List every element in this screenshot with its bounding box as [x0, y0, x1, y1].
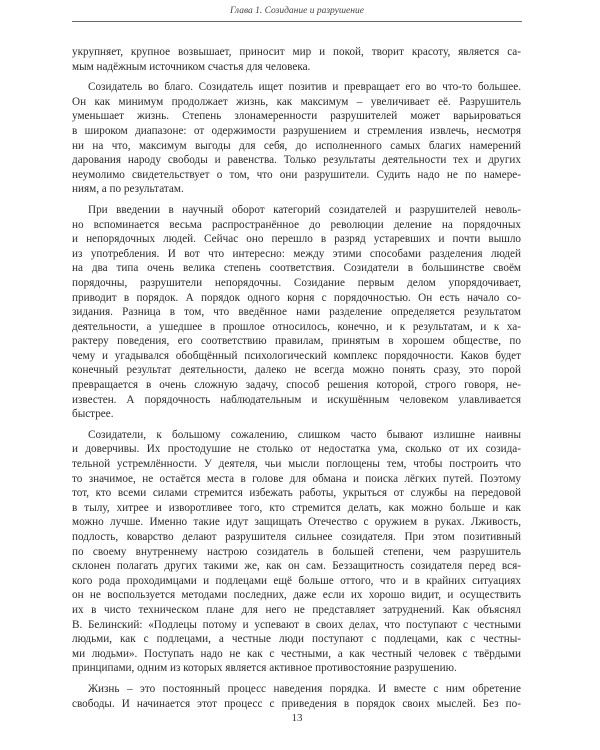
text-line: кого рода проходимцами и подлецами ещё больше оттого, что и в крайних ситуациях: [72, 574, 521, 587]
text-line: мым надёжным источником счастья для человека.: [72, 60, 311, 73]
text-line: Жизнь – это постоянный процесс наведения порядка. И вместе с ним обретение: [88, 682, 521, 695]
text-line: зидания. Разница в том, что введённое нами разделение определяется результатом: [72, 306, 521, 319]
text-line: склонен полагать других такими же, как он сам. Беззащитность созидателя перед вся-: [72, 560, 521, 573]
text-line: ниям, а по результатам.: [72, 183, 184, 196]
text-line: При введении в научный оборот категорий созидателей и разрушителей неволь-: [88, 203, 521, 216]
body-text: [72, 45, 521, 711]
text-line: и непорядочных людей. Сейчас оно перешло в разряд устаревших и почти вышло: [72, 233, 521, 246]
text-line: уменьшает жизнь. Степень злонамеренности разрушителей может варьироваться: [72, 110, 521, 123]
text-line: неумолимо свидетельствует о том, что они разрушители. Судить надо не по намере-: [72, 168, 521, 181]
text-line: укрупняет, крупное возвышает, приносит мир и покой, творит красоту, является са-: [72, 46, 521, 58]
text-line: тот, кто всеми силами стремится избежать работы, укрыться от службы на передовой: [72, 487, 521, 500]
page-number: 13: [291, 712, 303, 724]
paragraph: [72, 80, 521, 197]
text-line: дарования народу свободы и равенства. Только результаты деятельности тех и других: [72, 154, 521, 167]
text-line: их в чисто техническом плане для него не представляет затруднений. Как объяснял: [72, 603, 521, 616]
text-line: конечный результат деятельности, далеко не всегда можно понять сразу, это порой: [72, 364, 521, 377]
text-line: Созидатель во благо. Созидатель ищет позитив и превращает его во что-то большее.: [88, 81, 521, 94]
text-line: подлость, коварство делают разрушителя сильнее созидателя. При этом позитивный: [72, 531, 521, 543]
paragraph: [72, 682, 521, 711]
text-line: рактеру поведения, его соответствию правилам, принятым в хорошем обществе, по: [72, 335, 521, 348]
running-header: Глава 1. Созидание и разрушение: [230, 6, 364, 16]
text-line: известен. А порядочность наблюдательным и искушённым человеком улавливается: [72, 393, 521, 406]
text-line: Созидатели, к большому сожалению, слишком часто бывают излишне наивны: [88, 428, 521, 441]
text-line: быстрее.: [72, 408, 114, 421]
text-line: в тылу, хитрее и изворотливее того, кто стремится делать, как можно больше и как: [72, 501, 521, 514]
text-line: но вспоминается весьма распространённое до революции деление на порядочных: [72, 218, 521, 231]
text-line: на два типа очень велика степень соответствия. Созидатели в большинстве своём: [72, 262, 521, 275]
text-line: он не воспользуется методами последних, даже если их хорошо видит, и осуществить: [72, 589, 521, 602]
text-line: деятельности, а ушедшее в прошлое относилось, конечно, и к результатам, и к ха-: [72, 320, 521, 333]
text-line: в широком диапазоне: от одержимости разрушением и стремления извлечь, несмотря: [72, 124, 521, 137]
text-line: ни на что, максимум выгоды для себя, до исполненного самых благих намерений: [72, 139, 521, 152]
text-line: приводит в порядок. А порядок одного корня с порядочностью. Он есть начало со-: [72, 291, 521, 304]
text-line: ми людьми». Поступать надо не как с честными, а как честный человек с твёрдыми: [72, 647, 521, 660]
text-line: и доверчивы. Их простодушие не столько от недостатка ума, сколько от их созида-: [72, 443, 521, 456]
text-line: из употребления. И вот что интересно: между этими способами разделения людей: [72, 247, 521, 260]
paragraph: [72, 428, 521, 676]
text-line: чему и угадывался обобщённый психологический комплекс порядочности. Каков будет: [72, 349, 521, 362]
text-line: порядочны, разрушители непорядочны. Созидание первым делом упорядочивает,: [72, 276, 521, 289]
paragraph: [72, 203, 521, 422]
text-line: по своему внутреннему настрою созидатель в большей степени, чем разрушитель: [72, 545, 521, 558]
header-rule: [72, 21, 522, 22]
text-line: можно лучше. Именно такие идут защищать Отечество с оружием в руках. Лживость,: [72, 516, 521, 529]
text-line: свободы. И начинается этот процесс с приведения в порядок своих мыслей. Без по-: [72, 697, 521, 710]
text-line: превращается в очень сложную задачу, способ решения которой, строго говоря, не-: [72, 379, 521, 392]
text-line: то значимое, не остаётся места в голове для обмана и поиска лёгких путей. Поэтому: [72, 472, 521, 485]
text-line: В. Белинский: «Подлецы потому и успевают в своих делах, что поступают с честными: [72, 618, 521, 631]
text-line: Он как минимум продолжает жизнь, как максимум – увеличивает её. Разрушитель: [72, 95, 521, 108]
text-line: тельной устремлённости. У деятеля, чьи мысли поглощены тем, чтобы построить что: [72, 458, 521, 471]
paragraph: [72, 45, 521, 74]
text-line: принципами, одним из которых является активное противостояние разрушению.: [72, 662, 457, 675]
text-line: людьми, как с подлецами, а честные люди поступают с подлецами, как с честны-: [72, 633, 521, 646]
